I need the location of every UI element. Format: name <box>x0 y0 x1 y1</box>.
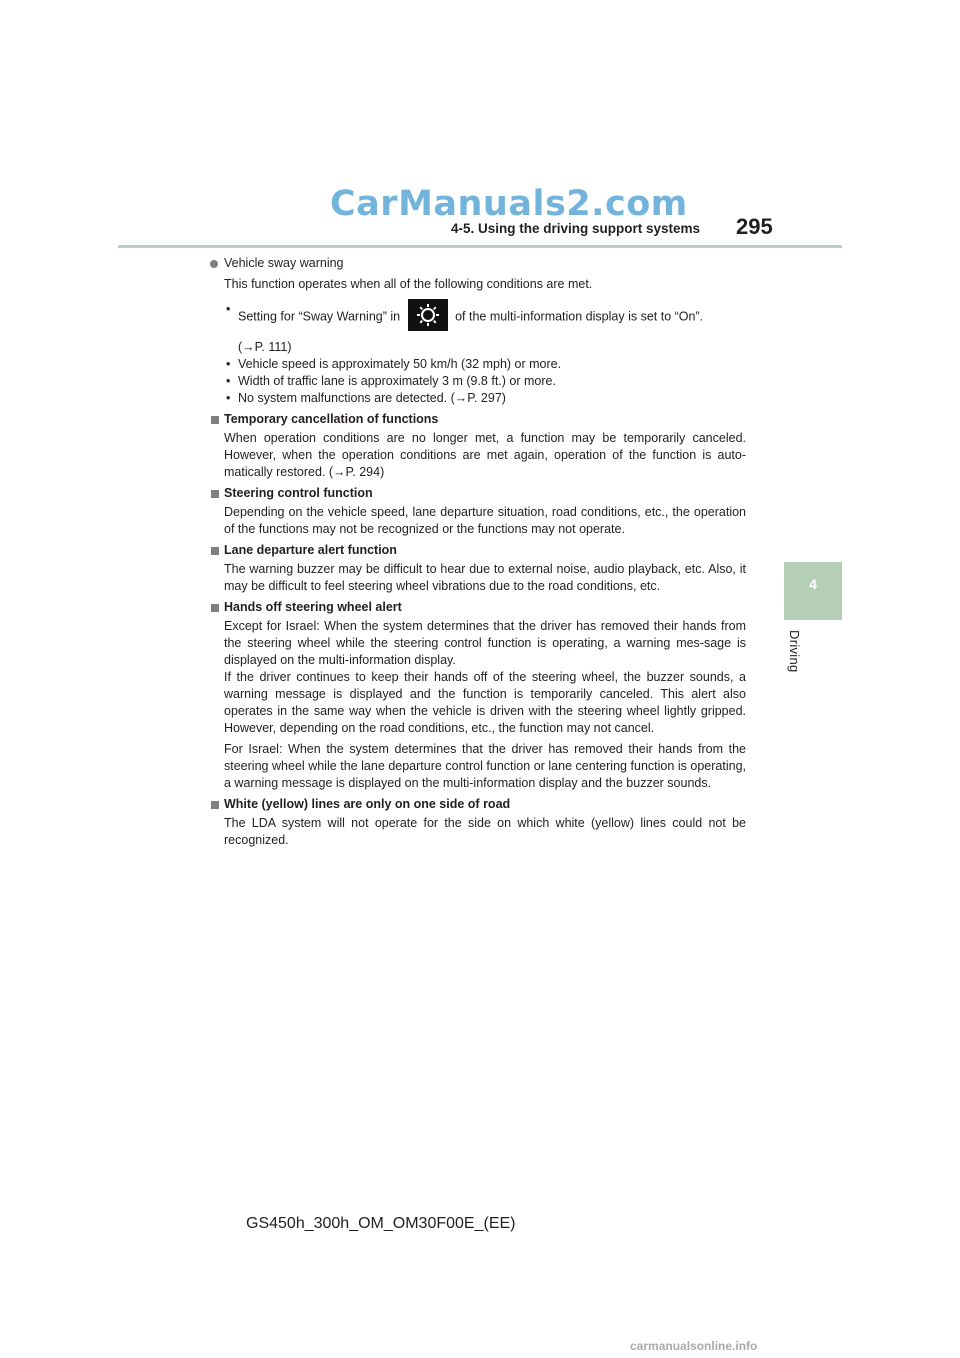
condition-setting-text-2: of the multi-information display is set to “On”. <box>455 309 704 324</box>
section-hands-off <box>210 599 746 792</box>
section-heading <box>210 796 746 813</box>
section-heading-text: Steering control function <box>224 486 373 500</box>
condition-setting-ref: (→P. 111) <box>238 340 292 354</box>
condition-malfunction-text: No system malfunctions are detected. (→P. 297) <box>238 391 506 405</box>
section-body: For Israel: When the system determines that the driver has removed their hands from the steering wheel while the lane departure control function or lane centering function is operating, a warning message is displayed on the multi-information display and the buzzer sounds. <box>224 742 746 790</box>
chapter-number: 4 <box>809 576 817 592</box>
carmanuals-watermark: CarManuals2.com <box>330 184 688 224</box>
section-body: Except for Israel: When the system determines that the driver has removed their hands from the steering wheel while the steering control function is operating, a warning mes-sage is displayed on the multi-information display. <box>224 619 746 667</box>
square-bullet-icon <box>211 604 219 612</box>
gear-icon <box>408 299 448 331</box>
section-title: 4-5. Using the driving support systems <box>450 221 700 236</box>
bullet-mark: • <box>226 374 231 388</box>
section-body: When operation conditions are no longer met, a function may be temporarily canceled. However, when the operation conditions are met again, operation of the function is auto-matically restored. (→P. 294) <box>224 431 746 479</box>
section-one-side <box>210 796 746 849</box>
condition-malfunction <box>224 390 746 407</box>
page-number: 295 <box>736 214 773 239</box>
footer-watermark: carmanualsonline.info <box>630 1339 758 1353</box>
condition-width <box>224 373 746 390</box>
vehicle-sway-title: Vehicle sway warning <box>224 256 344 270</box>
condition-speed-text: Vehicle speed is approximately 50 km/h (32 mph) or more. <box>238 357 562 371</box>
bullet-mark: • <box>226 357 231 371</box>
chapter-label: Driving <box>787 630 802 673</box>
bullet-mark: • <box>226 302 231 316</box>
section-body: The LDA system will not operate for the side on which white (yellow) lines could not be recognized. <box>224 816 746 847</box>
square-bullet-icon <box>211 490 219 498</box>
section-heading-text: Lane departure alert function <box>224 543 397 557</box>
section-temporary <box>210 411 746 481</box>
section-heading-text: Hands off steering wheel alert <box>224 600 402 614</box>
condition-speed <box>224 356 746 373</box>
vehicle-sway-heading <box>210 255 746 272</box>
section-steering <box>210 485 746 538</box>
circle-bullet-icon <box>210 260 218 268</box>
section-body: Depending on the vehicle speed, lane departure situation, road conditions, etc., the operation of the functions may not be recognized or the functions may not operate. <box>224 505 746 536</box>
section-lane-alert <box>210 542 746 595</box>
square-bullet-icon <box>211 547 219 555</box>
section-body: The warning buzzer may be difficult to hear due to external noise, audio playback, etc. Also, it may be difficult to feel steering wheel vibrations due to the road conditions, etc. <box>224 562 746 593</box>
bullet-mark: • <box>226 391 231 405</box>
page-content <box>210 255 746 849</box>
condition-width-text: Width of traffic lane is approximately 3 m (9.8 ft.) or more. <box>238 374 556 388</box>
square-bullet-icon <box>211 416 219 424</box>
section-heading-text: Temporary cancellation of functions <box>224 412 439 426</box>
chapter-tab <box>784 562 842 620</box>
section-heading-text: White (yellow) lines are only on one side of road <box>224 797 511 811</box>
vehicle-sway-intro: This function operates when all of the following conditions are met. <box>224 277 593 291</box>
section-body: If the driver continues to keep their hands off of the steering wheel, the buzzer sounds, a warning message is displayed and the function is temporarily canceled. This alert also operates in the same way when the vehicle is driven with the steering wheel lightly gripped. However, depending on the road conditions, etc., the function may not cancel. <box>224 670 746 735</box>
section-heading <box>210 599 746 616</box>
condition-setting-text: Setting for “Sway Warning” in <box>238 309 401 324</box>
square-bullet-icon <box>211 801 219 809</box>
header-divider <box>118 245 842 248</box>
condition-list <box>210 301 746 407</box>
document-code: GS450h_300h_OM_OM30F00E_(EE) <box>246 1215 516 1232</box>
condition-setting <box>224 301 746 356</box>
section-heading <box>210 542 746 559</box>
section-heading <box>210 411 746 428</box>
section-heading <box>210 485 746 502</box>
